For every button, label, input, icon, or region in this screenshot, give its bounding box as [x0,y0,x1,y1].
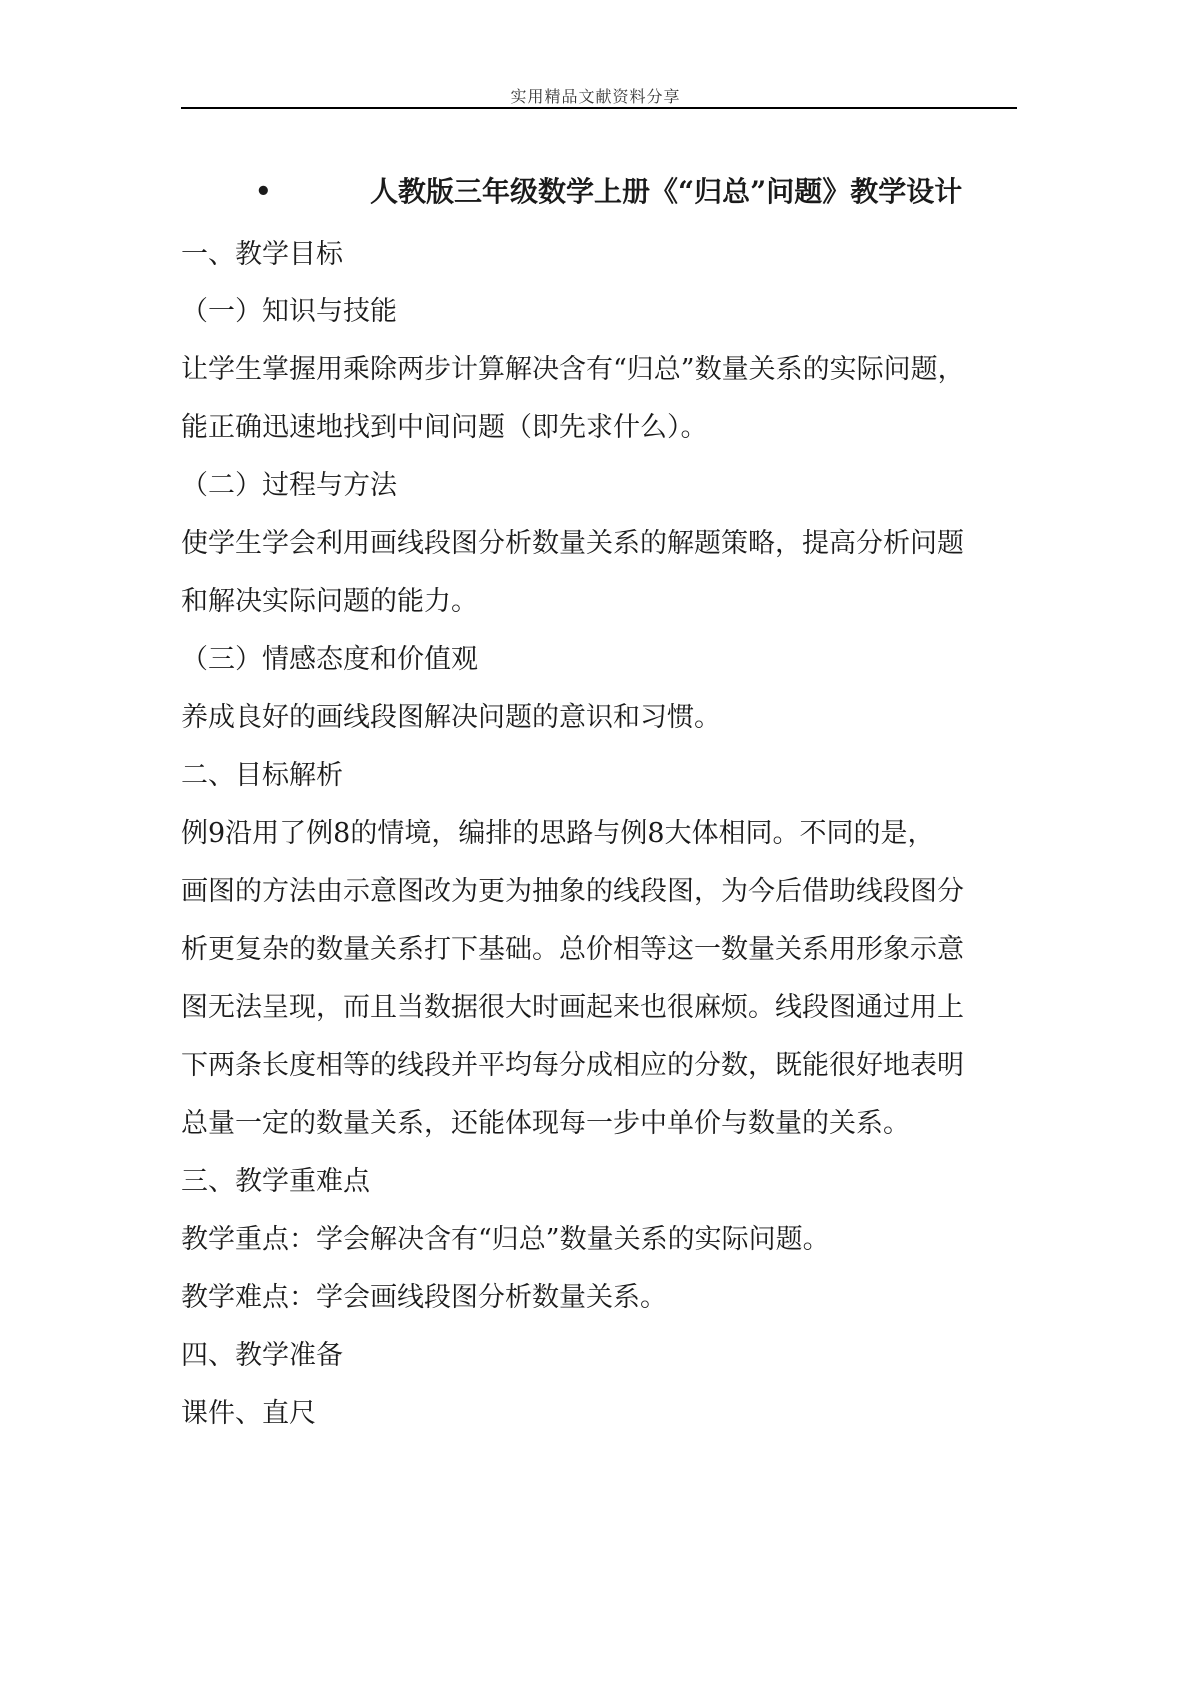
subheading-1-2: （二）过程与方法 [181,470,397,501]
section-heading-4: 四、教学准备 [181,1340,343,1371]
subheading-1-3: （三）情感态度和价值观 [181,644,478,675]
title-bullet: • [255,177,272,207]
paragraph-line: 析更复杂的数量关系打下基础。总价相等这一数量关系用形象示意 [181,934,964,965]
paragraph-line: 下两条长度相等的线段并平均每分成相应的分数，既能很好地表明 [181,1050,964,1081]
paragraph-line: 课件、直尺 [181,1398,316,1429]
subheading-1-1: （一）知识与技能 [181,296,397,327]
running-header: 实用精品文献资料分享 [510,87,681,106]
paragraph-line: 和解决实际问题的能力。 [181,586,478,617]
paragraph-line: 让学生掌握用乘除两步计算解决含有“归总”数量关系的实际问题， [181,354,965,385]
section-heading-1: 一、教学目标 [181,239,343,270]
section-heading-2: 二、目标解析 [181,760,343,791]
paragraph-line: 例9沿用了例8的情境，编排的思路与例8大体相同。不同的是， [181,818,935,849]
header-rule [181,107,1017,109]
paragraph-line: 总量一定的数量关系，还能体现每一步中单价与数量的关系。 [181,1108,910,1139]
paragraph-line: 教学重点：学会解决含有“归总”数量关系的实际问题。 [181,1224,830,1255]
paragraph-line: 养成良好的画线段图解决问题的意识和习惯。 [181,702,721,733]
paragraph-line: 画图的方法由示意图改为更为抽象的线段图，为今后借助线段图分 [181,876,964,907]
document-title: 人教版三年级数学上册《“归总”问题》教学设计 [370,175,963,208]
section-heading-3: 三、教学重难点 [181,1166,370,1197]
paragraph-line: 能正确迅速地找到中间问题（即先求什么）。 [181,412,708,443]
paragraph-line: 图无法呈现，而且当数据很大时画起来也很麻烦。线段图通过用上 [181,992,964,1023]
paragraph-line: 使学生学会利用画线段图分析数量关系的解题策略，提高分析问题 [181,528,964,559]
paragraph-line: 教学难点：学会画线段图分析数量关系。 [181,1282,667,1313]
